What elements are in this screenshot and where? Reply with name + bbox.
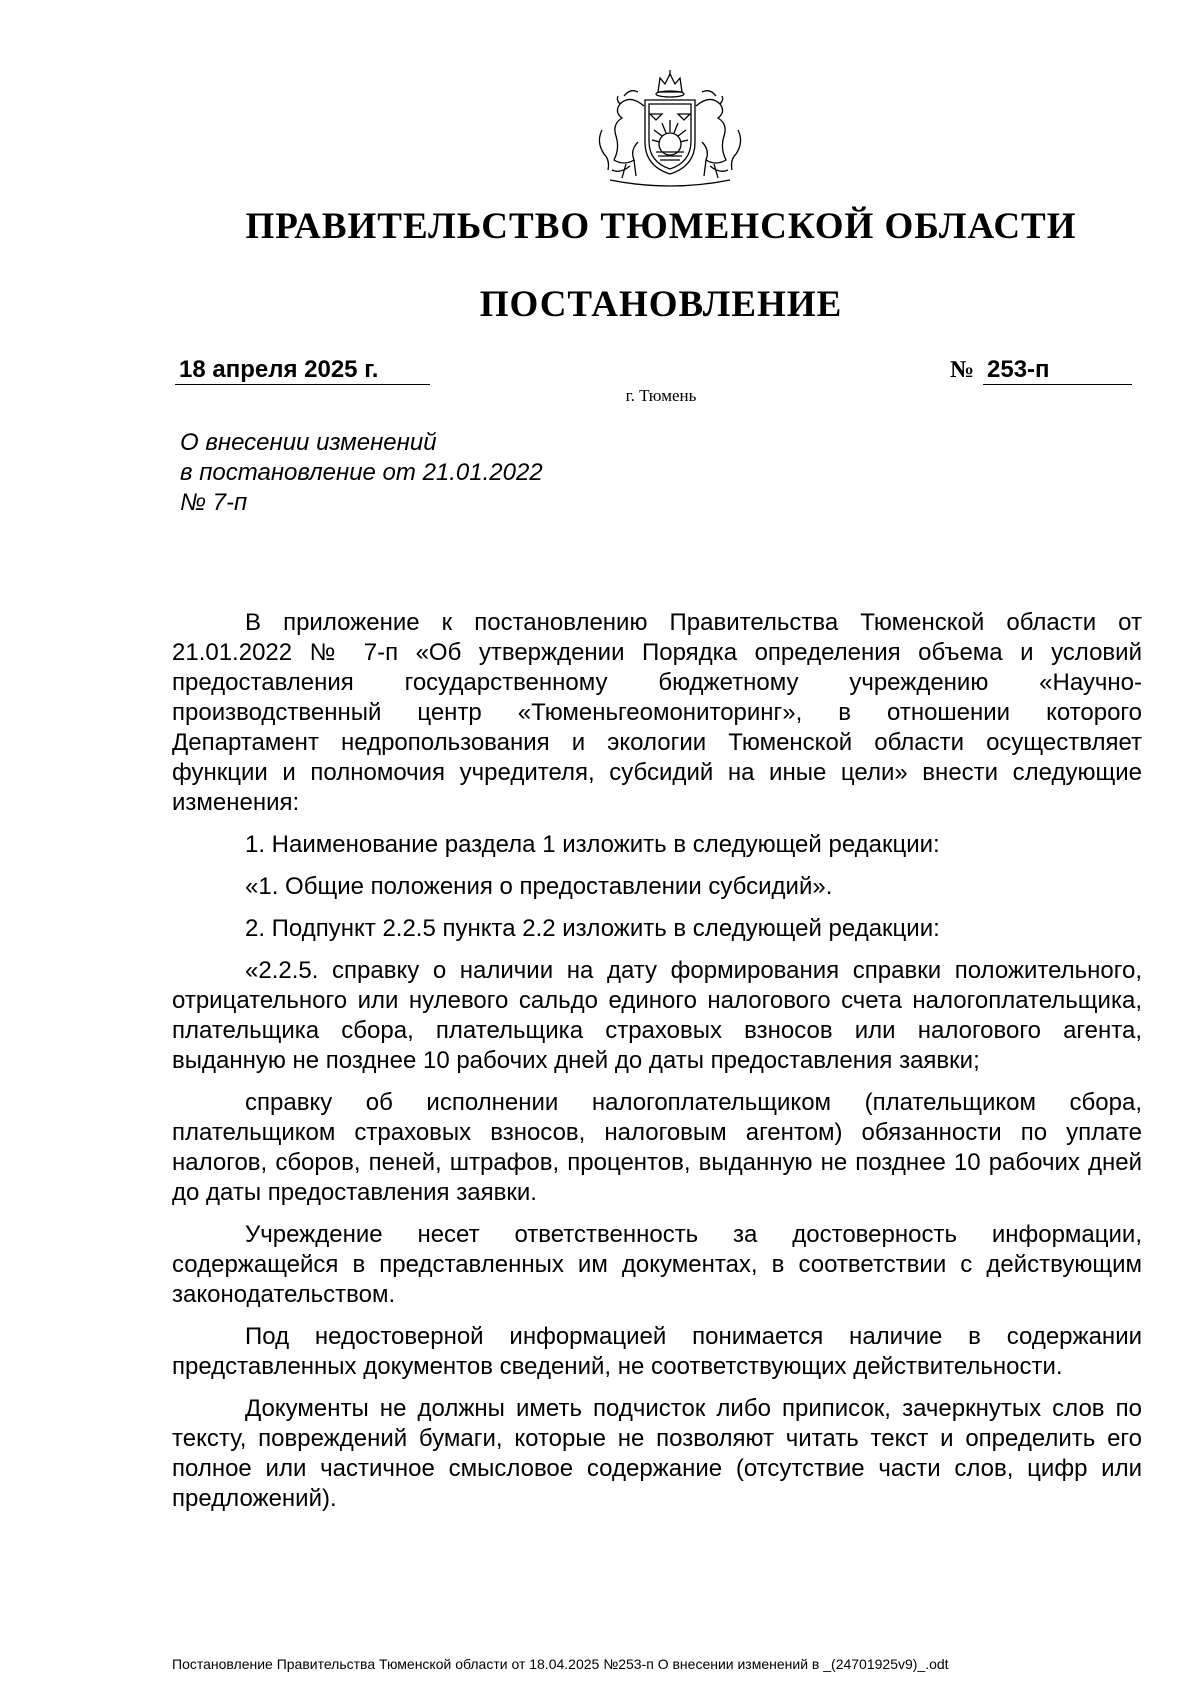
body-paragraph: справку об исполнении налогоплательщиком (плательщиком сбора, плательщиком страховых взносов, налоговым агентом) обязанности по уплате налогов, сборов, пеней, штрафов, процентов, выданную не позднее 10 рабочих дней до даты предоставления заявки. bbox=[172, 1089, 1142, 1206]
document-number: 253-п bbox=[983, 355, 1132, 385]
body-paragraph: «2.2.5. справку о наличии на дату формирования справки положительного, отрицательного или нулевого сальдо единого налогового счета налогоплательщика, плательщика сбора, плательщика страховых взносов или налогового агента, выданную не позднее 10 рабочих дней до даты предоставления заявки; bbox=[172, 957, 1142, 1074]
document-subject bbox=[180, 428, 740, 518]
document-city: г. Тюмень bbox=[625, 386, 697, 405]
body-paragraph: «1. Общие положения о предоставлении субсидий». bbox=[245, 873, 833, 900]
document-date: 18 апреля 2025 г. bbox=[175, 355, 430, 385]
organization-title: ПРАВИТЕЛЬСТВО ТЮМЕНСКОЙ ОБЛАСТИ bbox=[245, 206, 1077, 247]
coat-of-arms-emblem bbox=[590, 70, 750, 190]
document-body bbox=[172, 608, 1142, 1514]
body-paragraph: 1. Наименование раздела 1 изложить в следующей редакции: bbox=[245, 831, 940, 858]
body-paragraph: Учреждение несет ответственность за достоверность информации, содержащейся в представленных им документах, в соответствии с действующим законодательством. bbox=[172, 1221, 1142, 1308]
subject-line: в постановление от 21.01.2022 bbox=[180, 459, 543, 486]
subject-line: № 7-п bbox=[180, 489, 248, 516]
subject-line: О внесении изменений bbox=[180, 429, 437, 456]
body-paragraph: В приложение к постановлению Правительства Тюменской области от 21.01.2022 № 7-п «Об утверждении Порядка определения объема и условий предоставления государственному бюджетному учреждению «Научно-производственный центр «Тюменьгеомониторинг», в отношении которого Департамент недропользования и экологии Тюменской области осуществляет функции и полномочия учредителя, субсидий на иные цели» внести следующие изменения: bbox=[172, 609, 1142, 816]
body-paragraph: 2. Подпункт 2.2.5 пункта 2.2 изложить в следующей редакции: bbox=[245, 915, 940, 942]
body-paragraph: Документы не должны иметь подчисток либо приписок, зачеркнутых слов по тексту, повреждений бумаги, которые не позволяют читать текст и определить его полное или частичное смысловое содержание (отсутствие части слов, цифр или предложений). bbox=[172, 1395, 1142, 1512]
page-footer: Постановление Правительства Тюменской области от 18.04.2025 №253-п О внесении изменений в _(24701925v9)_.odt bbox=[172, 1656, 949, 1672]
document-type-title: ПОСТАНОВЛЕНИЕ bbox=[479, 284, 843, 325]
body-paragraph: Под недостоверной информацией понимается наличие в содержании представленных документов сведений, не соответствующих действительности. bbox=[172, 1323, 1142, 1380]
number-sign: № bbox=[950, 357, 975, 383]
